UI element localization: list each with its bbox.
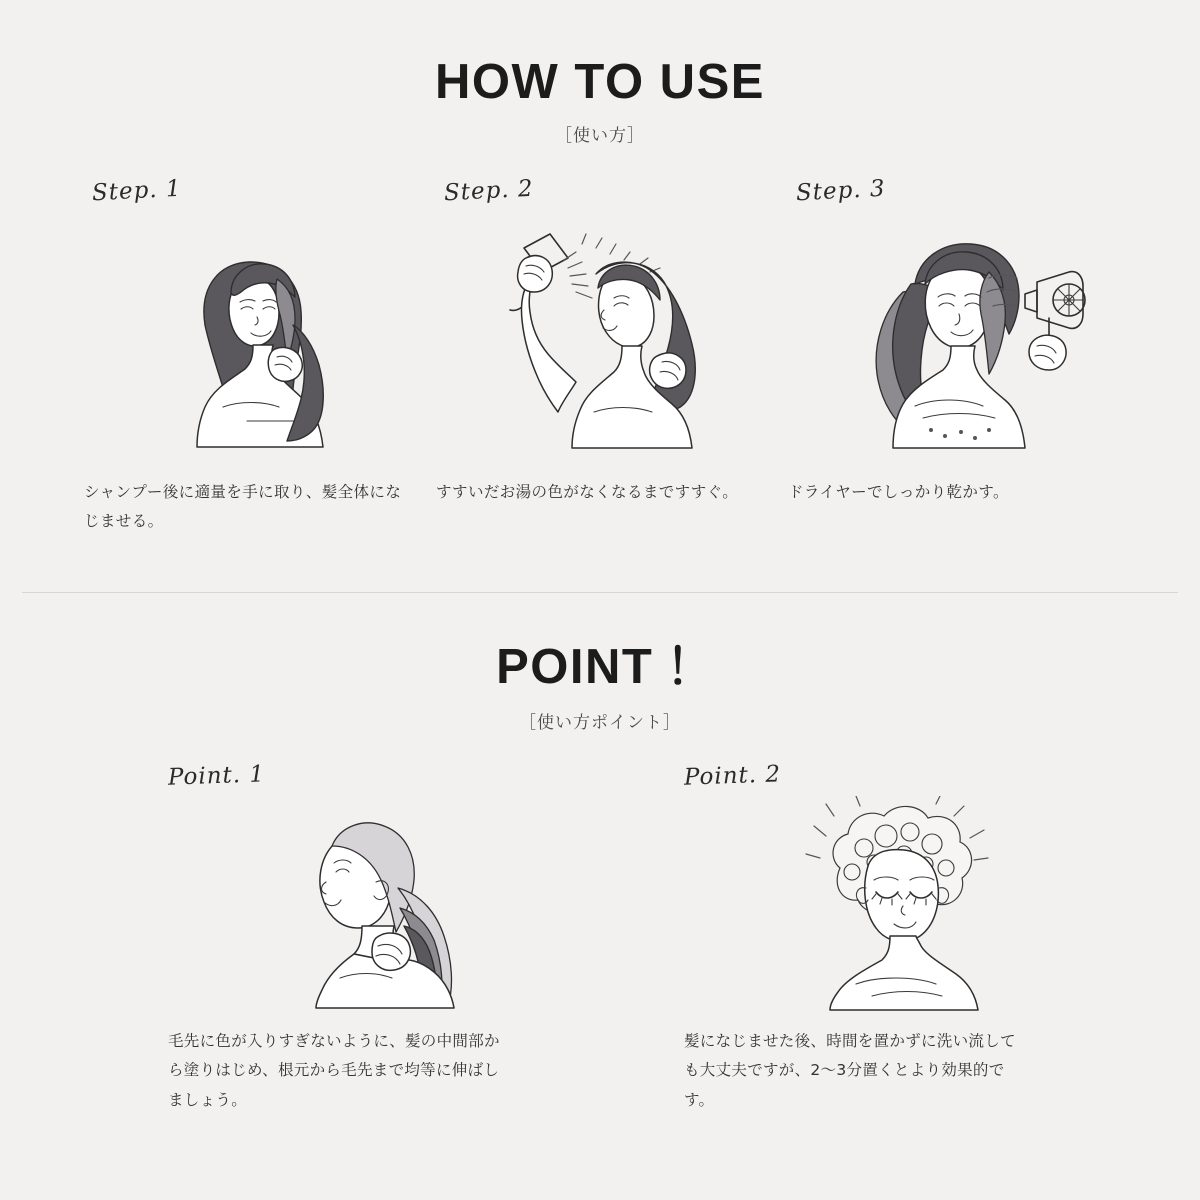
points-list — [0, 763, 1200, 1115]
point-title: POINT！ — [496, 640, 704, 694]
point-item — [168, 763, 684, 1115]
step-1-label: Step. 1 — [91, 175, 183, 207]
point-item — [684, 763, 1200, 1115]
point-1-illustration — [168, 791, 684, 1011]
point-2-label: Point. 2 — [683, 761, 782, 791]
point-1-caption: 毛先に色が入りすぎないように、髪の中間部から塗りはじめ、根元から毛先まで均等に伸ばしましょう。 — [168, 1032, 500, 1109]
step-item — [78, 175, 430, 535]
point-section — [0, 593, 1200, 1200]
step-3-label: Step. 3 — [795, 175, 887, 207]
step-item — [782, 175, 1134, 535]
point-2-illustration — [684, 791, 1200, 1011]
point-2-caption: 髪になじませた後、時間を置かずに洗い流しても大丈夫ですが、2〜3分置くとより効果的です。 — [684, 1032, 1016, 1109]
step-2-illustration — [430, 214, 768, 464]
point-subtitle: ［使い方ポイント］ — [519, 713, 681, 733]
step-3-caption: ドライヤーでしっかり乾かす。 — [788, 483, 1009, 501]
step-item — [430, 175, 782, 535]
how-to-use-subtitle: ［使い方］ — [555, 126, 645, 146]
how-to-use-section — [0, 0, 1200, 592]
point-1-label: Point. 1 — [167, 761, 266, 791]
step-1-illustration — [78, 214, 416, 464]
point-header — [0, 593, 1200, 733]
how-to-use-title: HOW TO USE — [435, 55, 765, 109]
how-to-use-header — [0, 0, 1200, 146]
steps-list — [0, 175, 1200, 535]
step-2-caption: すすいだお湯の色がなくなるまですすぐ。 — [436, 483, 739, 501]
step-3-illustration — [782, 214, 1120, 464]
step-2-label: Step. 2 — [443, 175, 535, 207]
step-1-caption: シャンプー後に適量を手に取り、髪全体になじませる。 — [84, 483, 402, 530]
